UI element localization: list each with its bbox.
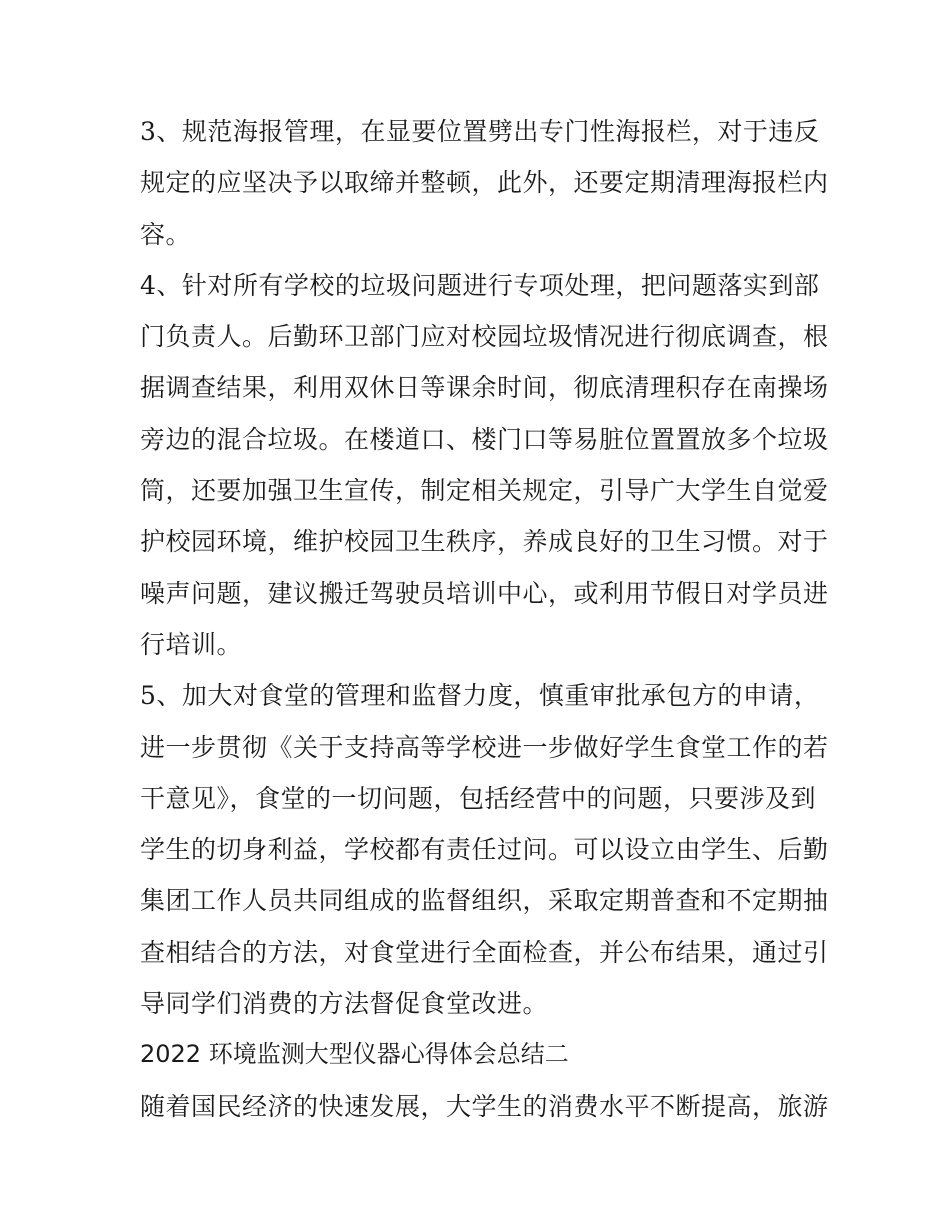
text-line: 导同学们消费的方法督促食堂改进。: [140, 989, 549, 1019]
paragraph-intro: [140, 1081, 830, 1132]
text-line: 干意见》，食堂的一切问题，包括经营中的问题，只要涉及到: [140, 783, 817, 813]
section-heading: 2022 环境监测大型仪器心得体会总结二: [140, 1040, 569, 1069]
text-line: 旁边的混合垃圾。在楼道口、楼门口等易脏位置置放多个垃圾: [140, 424, 829, 454]
text-line: 规定的应坚决予以取缔并整顿，此外，还要定期清理海报栏内: [140, 168, 829, 198]
text-line: 据调查结果，利用双休日等课余时间，彻底清理积存在南操场: [140, 373, 829, 403]
text-line: 筒，还要加强卫生宣传，制定相关规定，引导广大学生自觉爱: [140, 476, 829, 506]
paragraph-item-3: [140, 106, 830, 260]
text-line: 4、针对所有学校的垃圾问题进行专项处理，把问题落实到部: [140, 270, 820, 300]
text-line: 门负责人。后勤环卫部门应对校园垃圾情况进行彻底调查，根: [140, 322, 829, 352]
text-line: 5、加大对食堂的管理和监督力度，慎重审批承包方的申请，: [140, 681, 820, 711]
document-body: [140, 106, 830, 1132]
text-line: 学生的切身利益，学校都有责任过问。可以设立由学生、后勤: [140, 835, 829, 865]
text-line: 容。: [140, 219, 192, 249]
paragraph-item-5: [140, 670, 830, 1029]
text-line: 进一步贯彻《关于支持高等学校进一步做好学生食堂工作的若: [140, 732, 829, 762]
text-line: 3、规范海报管理，在显要位置劈出专门性海报栏，对于违反: [140, 117, 820, 146]
text-line: 集团工作人员共同组成的监督组织，采取定期普查和不定期抽: [140, 886, 829, 916]
text-line: 查相结合的方法，对食堂进行全面检查，并公布结果，通过引: [140, 937, 829, 967]
text-line: 行培训。: [140, 629, 243, 659]
text-line: 噪声问题，建议搬迁驾驶员培训中心，或利用节假日对学员进: [140, 578, 829, 608]
text-line: 随着国民经济的快速发展，大学生的消费水平不断提高，旅游: [140, 1091, 829, 1121]
paragraph-item-4: [140, 260, 830, 670]
text-line: 护校园环境，维护校园卫生秩序，养成良好的卫生习惯。对于: [140, 527, 829, 557]
